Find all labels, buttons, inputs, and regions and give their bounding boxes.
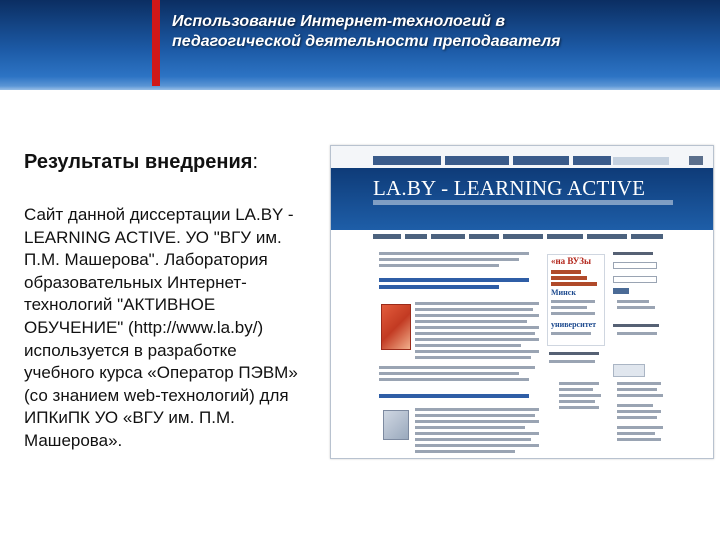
login-heading [613,252,653,255]
text-line [415,414,535,417]
accent-bar [152,0,160,86]
text-line [415,408,539,411]
list-line [559,406,599,409]
site-menu-item [469,234,499,239]
site-menu-item [431,234,465,239]
text-line [379,372,519,375]
ad-title: университет [551,320,597,329]
site-menu-item [503,234,543,239]
body-line: П.М. Машерова". Лаборатория [24,250,268,270]
text-line [415,444,539,447]
text-line [415,356,531,359]
section-heading-colon: : [252,151,258,173]
ad-line [551,270,581,274]
text-line [379,366,535,369]
site-menu-item [373,234,401,239]
list-line [617,388,657,391]
site-top-nav-item [373,156,441,165]
list-line [617,410,661,413]
site-login-column [611,248,671,458]
text-line [415,350,539,353]
text-line [415,432,539,435]
password-field [613,276,657,283]
list-line [617,404,653,407]
list-line [617,416,657,419]
list-line [617,332,657,335]
text-line [415,308,533,311]
body-line: Сайт данной диссертации LA.BY - [24,205,294,224]
site-top-nav-item [445,156,509,165]
section-line [613,324,659,327]
site-search-strip [613,157,669,165]
body-line: (со знанием web-технологий) для [24,385,289,405]
text-line [415,438,531,441]
product-box-image [383,410,409,440]
section-body [24,204,324,453]
slide-title-line-1: Использование Интернет-технологий в [172,13,505,30]
body-line: Машерова». [24,430,123,450]
site-logo: LA.BY - LEARNING ACTIVE [373,176,646,200]
header-banner-fade [0,86,720,100]
text-line [379,258,519,261]
site-search-button [689,156,703,165]
list-line [617,426,663,429]
site-tagline [373,200,673,205]
login-button [613,288,629,294]
text-line [415,332,535,335]
slide-title-line-2: педагогической деятельности преподавателя [172,33,561,50]
body-line: учебного курса «Оператор ПЭВМ» [24,363,298,383]
text-line [415,338,539,341]
list-line [617,306,655,309]
site-menu-item [547,234,583,239]
article-title-line [379,278,529,282]
text-line [415,426,525,429]
site-menu [373,234,673,242]
body-line: технологий "АКТИВНОЕ [24,295,216,315]
text-line [415,320,527,323]
website-screenshot [330,145,714,459]
list-line [559,394,601,397]
social-badge [613,364,645,377]
body-line: ИПКиПК УО «ВГУ им. П.М. [24,408,235,428]
ad-line [551,282,597,286]
ad-line [551,276,587,280]
list-line [617,432,655,435]
text-line [415,420,539,423]
site-menu-item [631,234,663,239]
body-line: LEARNING ACTIVE. УО "ВГУ им. [24,227,282,247]
site-top-nav-item [573,156,611,165]
list-line [617,382,661,385]
list-line [617,300,649,303]
body-line: образовательных Интернет- [24,272,247,292]
text-line [415,344,521,347]
text-line [415,314,539,317]
list-line [559,388,593,391]
site-top-nav [331,146,713,168]
site-ad-column [545,248,605,458]
body-line: используется в разработке [24,340,237,360]
ad-title: «на ВУЗы [551,256,591,266]
slide-title [172,12,692,52]
text-line [415,302,539,305]
list-line [559,400,595,403]
text-line [379,264,499,267]
site-menu-item [405,234,427,239]
list-line [559,382,599,385]
text-line [415,450,515,453]
text-line [379,378,529,381]
list-line [617,438,661,441]
ad-line [551,312,595,315]
site-main-column [375,248,543,458]
section-heading [24,151,258,174]
ad-title: Минск [551,288,576,297]
ad-line [551,300,595,303]
article-title-line [379,285,499,289]
text-line [549,360,595,363]
section-heading-text: Результаты внедрения [24,151,253,173]
product-box-image [381,304,411,350]
body-line: ОБУЧЕНИЕ" (http://www.la.by/) [24,317,264,337]
site-top-nav-item [513,156,569,165]
ad-line [551,332,591,335]
site-menu-item [587,234,627,239]
article-title-line [379,394,529,398]
section-line [549,352,599,355]
login-field [613,262,657,269]
list-line [617,394,663,397]
text-line [379,252,529,255]
ad-line [551,306,587,309]
text-line [415,326,539,329]
